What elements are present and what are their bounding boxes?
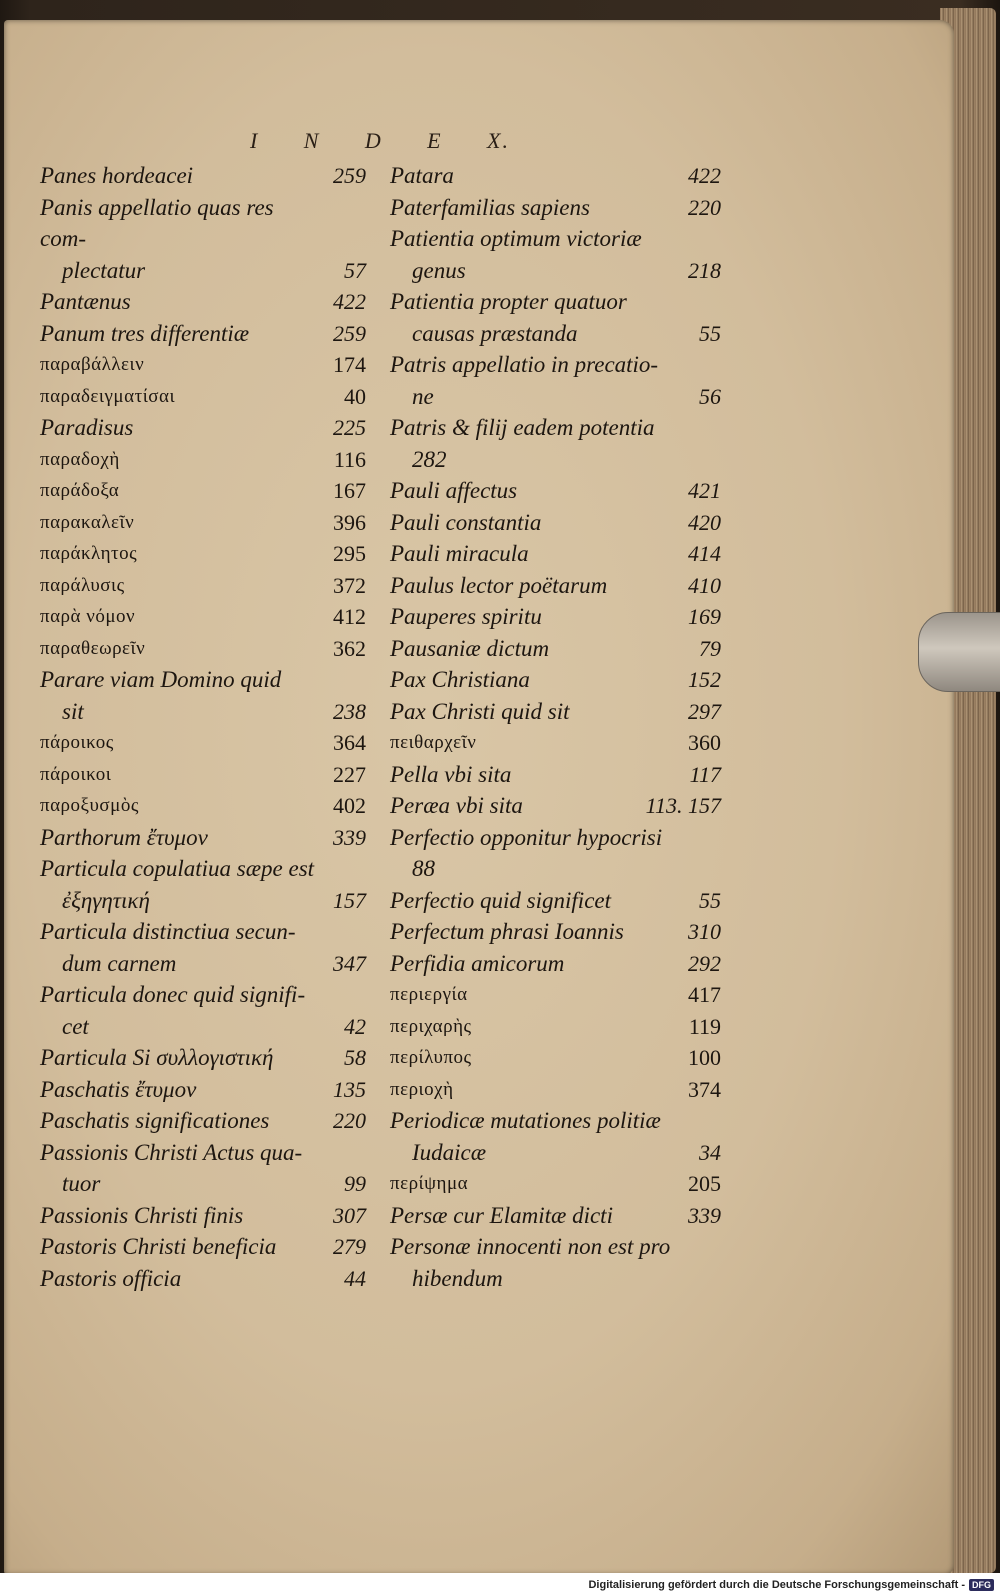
index-entry-term: Patris appellatio in precatio- bbox=[390, 352, 659, 377]
index-entry bbox=[390, 538, 725, 570]
index-entry-term: περίλυπος bbox=[390, 1047, 472, 1068]
index-entry-term: Patientia propter quatuor bbox=[390, 289, 627, 314]
index-entry-term: Pauli affectus bbox=[390, 478, 518, 503]
index-entry-term: παράλυσις bbox=[40, 574, 125, 596]
index-entry-term: Parare viam Domino quid bbox=[40, 667, 282, 692]
index-entry bbox=[390, 286, 725, 349]
index-entry bbox=[40, 412, 370, 444]
page-header-index bbox=[250, 128, 510, 158]
index-entry bbox=[390, 948, 725, 980]
index-entry bbox=[40, 1263, 370, 1295]
index-entry bbox=[40, 727, 370, 759]
index-entry-page: 117 bbox=[689, 761, 721, 787]
index-entry-page: 410 bbox=[688, 572, 721, 598]
index-entry bbox=[390, 1074, 725, 1106]
index-entry bbox=[390, 633, 725, 665]
index-entry-page: 310 bbox=[688, 919, 721, 944]
index-entry bbox=[40, 822, 370, 854]
index-entry-continuation: 88 bbox=[412, 856, 435, 881]
index-entry-page: 57 bbox=[344, 257, 366, 283]
index-entry-term: Pauli miracula bbox=[390, 541, 529, 566]
index-entry-page: 42 bbox=[344, 1013, 366, 1039]
index-entry-continuation: genus bbox=[412, 257, 466, 283]
index-entry-term: παραθεωρεῖν bbox=[40, 637, 146, 659]
index-entry-term: περίψημα bbox=[390, 1173, 469, 1194]
index-entry-page: 360 bbox=[688, 730, 721, 755]
index-entry bbox=[40, 160, 370, 192]
index-entry-term: Pauli constantia bbox=[390, 509, 542, 535]
index-entry-page: 40 bbox=[344, 383, 366, 409]
index-entry-page: 55 bbox=[699, 887, 721, 913]
index-entry bbox=[390, 979, 725, 1011]
index-entry-term: παράδοξα bbox=[40, 480, 120, 501]
index-entry-term: Patris & filij eadem potentia bbox=[390, 415, 655, 440]
index-entry-term: Patientia optimum victoriæ bbox=[390, 226, 642, 251]
index-entry-term: Paradisus bbox=[40, 415, 134, 440]
index-entry bbox=[40, 759, 370, 791]
index-entry bbox=[390, 570, 725, 602]
index-column-left bbox=[40, 160, 370, 1294]
index-entry bbox=[40, 790, 370, 822]
index-entry-page: 374 bbox=[688, 1076, 721, 1102]
index-entry bbox=[40, 601, 370, 633]
index-entry-term: Paschatis ἔτυμον bbox=[40, 1076, 197, 1102]
index-entry-continuation: tuor bbox=[62, 1171, 101, 1196]
index-entry-page: 402 bbox=[333, 793, 366, 818]
index-entry bbox=[40, 1105, 370, 1137]
index-entry-term: περιεργία bbox=[390, 984, 468, 1005]
index-entry-page: 58 bbox=[344, 1045, 366, 1070]
index-entry-page: 174 bbox=[333, 352, 366, 377]
index-entry bbox=[390, 885, 725, 917]
index-entry bbox=[40, 979, 370, 1042]
index-entry bbox=[40, 349, 370, 381]
index-entry-page: 422 bbox=[333, 289, 366, 314]
index-entry-page: 157 bbox=[333, 887, 366, 913]
index-entry-continuation: ne bbox=[412, 383, 434, 409]
index-entry-term: Panes hordeacei bbox=[40, 163, 194, 188]
index-entry bbox=[40, 1074, 370, 1106]
index-entry-page: 417 bbox=[688, 982, 721, 1007]
index-entry-page: 119 bbox=[688, 1013, 721, 1039]
index-entry-term: Perfidia amicorum bbox=[390, 950, 565, 976]
index-entry-page: 292 bbox=[688, 950, 721, 976]
index-entry bbox=[390, 790, 725, 822]
index-entry-term: Perfectio quid significet bbox=[390, 887, 612, 913]
index-entry-term: παραδοχὴ bbox=[40, 448, 120, 470]
header-letter: N bbox=[303, 128, 321, 153]
index-entry bbox=[40, 664, 370, 727]
index-entry-page: 169 bbox=[688, 604, 721, 629]
header-letter: I bbox=[250, 128, 260, 153]
index-entry-term: Particula Si συλλογιστική bbox=[40, 1045, 274, 1070]
index-entry-page: 100 bbox=[688, 1045, 721, 1070]
index-entry-page: 259 bbox=[333, 320, 366, 346]
index-entry-term: Panum tres differentiæ bbox=[40, 320, 250, 346]
index-entry-page: 372 bbox=[333, 572, 366, 598]
header-letter: X. bbox=[487, 128, 510, 153]
index-entry bbox=[390, 664, 725, 696]
index-entry bbox=[390, 601, 725, 633]
index-entry-term: Personæ innocenti non est pro bbox=[390, 1234, 671, 1259]
page-clip bbox=[918, 612, 1000, 692]
index-entry-continuation: Iudaicæ bbox=[412, 1139, 487, 1165]
index-entry-term: Persæ cur Elamitæ dicti bbox=[390, 1202, 613, 1228]
index-entry bbox=[390, 1042, 725, 1074]
index-entry bbox=[390, 412, 725, 475]
dfg-logo: DFG bbox=[969, 1579, 994, 1591]
index-entry bbox=[390, 1105, 725, 1168]
digitization-footer bbox=[0, 1573, 1000, 1596]
index-entry bbox=[390, 507, 725, 539]
index-entry-term: παραδειγματίσαι bbox=[40, 385, 176, 407]
index-entry-continuation: 282 bbox=[412, 446, 447, 472]
index-entry bbox=[390, 475, 725, 507]
index-entry bbox=[390, 696, 725, 728]
index-entry-term: Pax Christi quid sit bbox=[390, 698, 570, 724]
index-entry-page: 152 bbox=[688, 667, 721, 692]
index-entry-term: παραβάλλειν bbox=[40, 354, 145, 375]
index-entry-term: Pantænus bbox=[40, 289, 131, 314]
index-entry-term: Particula copulatiua sæpe est bbox=[40, 856, 315, 881]
index-entry-page: 297 bbox=[688, 698, 721, 724]
header-letter: D bbox=[364, 128, 383, 153]
index-entry-page: 414 bbox=[688, 541, 721, 566]
index-entry-page: 99 bbox=[344, 1171, 366, 1196]
index-entry-term: Periodicæ mutationes politiæ bbox=[390, 1108, 661, 1133]
index-entry bbox=[40, 1231, 370, 1263]
index-entry-page: 422 bbox=[688, 163, 721, 188]
index-entry-page: 220 bbox=[333, 1108, 366, 1133]
index-entry-page: 135 bbox=[333, 1076, 366, 1102]
index-entry-term: παρακαλεῖν bbox=[40, 511, 135, 533]
index-entry-page: 307 bbox=[333, 1202, 366, 1228]
index-entry-term: Parthorum ἔτυμον bbox=[40, 824, 208, 850]
index-entry bbox=[40, 286, 370, 318]
index-entry-term: περιχαρὴς bbox=[390, 1015, 472, 1037]
index-entry-term: Perfectum phrasi Ioannis bbox=[390, 919, 624, 944]
index-entry-term: Particula donec quid signifi- bbox=[40, 982, 306, 1007]
index-entry-page: 339 bbox=[333, 824, 366, 850]
index-entry-page: 362 bbox=[333, 635, 366, 661]
index-entry-page: 220 bbox=[688, 194, 721, 220]
index-entry bbox=[40, 1200, 370, 1232]
index-entry-continuation: cet bbox=[62, 1013, 89, 1039]
index-entry-term: πάροικος bbox=[40, 732, 114, 753]
index-entry-page: 218 bbox=[688, 257, 721, 283]
index-entry bbox=[390, 1168, 725, 1200]
index-entry bbox=[40, 570, 370, 602]
index-entry-continuation: sit bbox=[62, 698, 84, 724]
index-entry-term: περιοχὴ bbox=[390, 1078, 454, 1100]
index-entry-continuation: dum carnem bbox=[62, 950, 177, 976]
index-entry-page: 116 bbox=[333, 446, 366, 472]
index-entry-page: 396 bbox=[333, 509, 366, 535]
index-entry-page: 238 bbox=[333, 698, 366, 724]
index-entry bbox=[40, 381, 370, 413]
footer-credit: Digitalisierung gefördert durch die Deutsche Forschungsgemeinschaft - bbox=[588, 1578, 965, 1591]
index-entry-page: 55 bbox=[699, 320, 721, 346]
index-entry bbox=[390, 916, 725, 948]
index-entry bbox=[40, 318, 370, 350]
index-entry bbox=[40, 538, 370, 570]
index-entry-term: Pausaniæ dictum bbox=[390, 635, 550, 661]
index-entry-continuation: hibendum bbox=[412, 1265, 503, 1291]
header-letter: E bbox=[427, 128, 443, 153]
index-entry-term: Pauperes spiritu bbox=[390, 604, 542, 629]
index-entry bbox=[40, 1042, 370, 1074]
index-entry bbox=[40, 192, 370, 287]
index-entry bbox=[390, 822, 725, 885]
index-entry bbox=[390, 223, 725, 286]
index-entry-term: Passionis Christi finis bbox=[40, 1202, 244, 1228]
index-entry-page: 339 bbox=[688, 1202, 721, 1228]
index-entry bbox=[390, 727, 725, 759]
index-entry bbox=[40, 444, 370, 476]
index-entry-term: Pella vbi sita bbox=[390, 761, 512, 787]
index-entry-continuation: ἐξηγητική bbox=[62, 887, 150, 913]
index-entry-page: 113. 157 bbox=[645, 793, 721, 818]
index-entry-page: 420 bbox=[688, 509, 721, 535]
index-entry bbox=[390, 160, 725, 192]
index-entry-page: 225 bbox=[333, 415, 366, 440]
index-entry-page: 56 bbox=[699, 383, 721, 409]
index-entry-page: 205 bbox=[688, 1171, 721, 1196]
index-entry-term: Pax Christiana bbox=[390, 667, 530, 692]
index-entry-term: παροξυσμὸς bbox=[40, 795, 139, 816]
index-entry-term: παράκλητος bbox=[40, 543, 138, 564]
index-entry bbox=[390, 192, 725, 224]
index-entry-term: Patara bbox=[390, 163, 454, 188]
index-column-right bbox=[390, 160, 725, 1294]
index-entry-page: 347 bbox=[333, 950, 366, 976]
index-entry bbox=[40, 853, 370, 916]
index-entry-page: 227 bbox=[333, 761, 366, 787]
index-entry-continuation: causas præstanda bbox=[412, 320, 578, 346]
index-entry-term: Peræa vbi sita bbox=[390, 793, 523, 818]
index-entry-term: Paulus lector poëtarum bbox=[390, 572, 608, 598]
index-entry bbox=[40, 1137, 370, 1200]
index-entry-page: 167 bbox=[333, 478, 366, 503]
index-entry bbox=[390, 759, 725, 791]
index-entry-term: πειθαρχεῖν bbox=[390, 732, 477, 753]
index-entry-term: Paschatis significationes bbox=[40, 1108, 270, 1133]
index-entry-page: 412 bbox=[333, 604, 366, 629]
index-entry-continuation: plectatur bbox=[62, 257, 146, 283]
index-entry-page: 421 bbox=[688, 478, 721, 503]
index-entry-term: Pastoris officia bbox=[40, 1265, 182, 1291]
index-entry-term: Panis appellatio quas res com- bbox=[40, 194, 274, 251]
index-entry-page: 44 bbox=[344, 1265, 366, 1291]
index-entry-page: 79 bbox=[699, 635, 721, 661]
index-entry-page: 259 bbox=[333, 163, 366, 188]
index-entry-page: 279 bbox=[333, 1234, 366, 1259]
index-entry bbox=[390, 1231, 725, 1294]
index-entry-page: 295 bbox=[333, 541, 366, 566]
index-entry-term: Perfectio opponitur hypocrisi bbox=[390, 824, 663, 850]
index-entry-term: Pastoris Christi beneficia bbox=[40, 1234, 277, 1259]
index-entry bbox=[40, 475, 370, 507]
index-entry-term: παρὰ νόμον bbox=[40, 606, 136, 627]
index-entry bbox=[390, 349, 725, 412]
index-entry bbox=[390, 1011, 725, 1043]
index-entry bbox=[390, 1200, 725, 1232]
index-entry bbox=[40, 507, 370, 539]
index-entry-term: Passionis Christi Actus qua- bbox=[40, 1139, 303, 1165]
index-entry bbox=[40, 916, 370, 979]
index-entry-term: Paterfamilias sapiens bbox=[390, 194, 590, 220]
index-entry-page: 364 bbox=[333, 730, 366, 755]
index-entry-term: πάροικοι bbox=[40, 763, 112, 785]
index-entry-term: Particula distinctiua secun- bbox=[40, 919, 296, 944]
index-entry bbox=[40, 633, 370, 665]
index-entry-page: 34 bbox=[699, 1139, 721, 1165]
